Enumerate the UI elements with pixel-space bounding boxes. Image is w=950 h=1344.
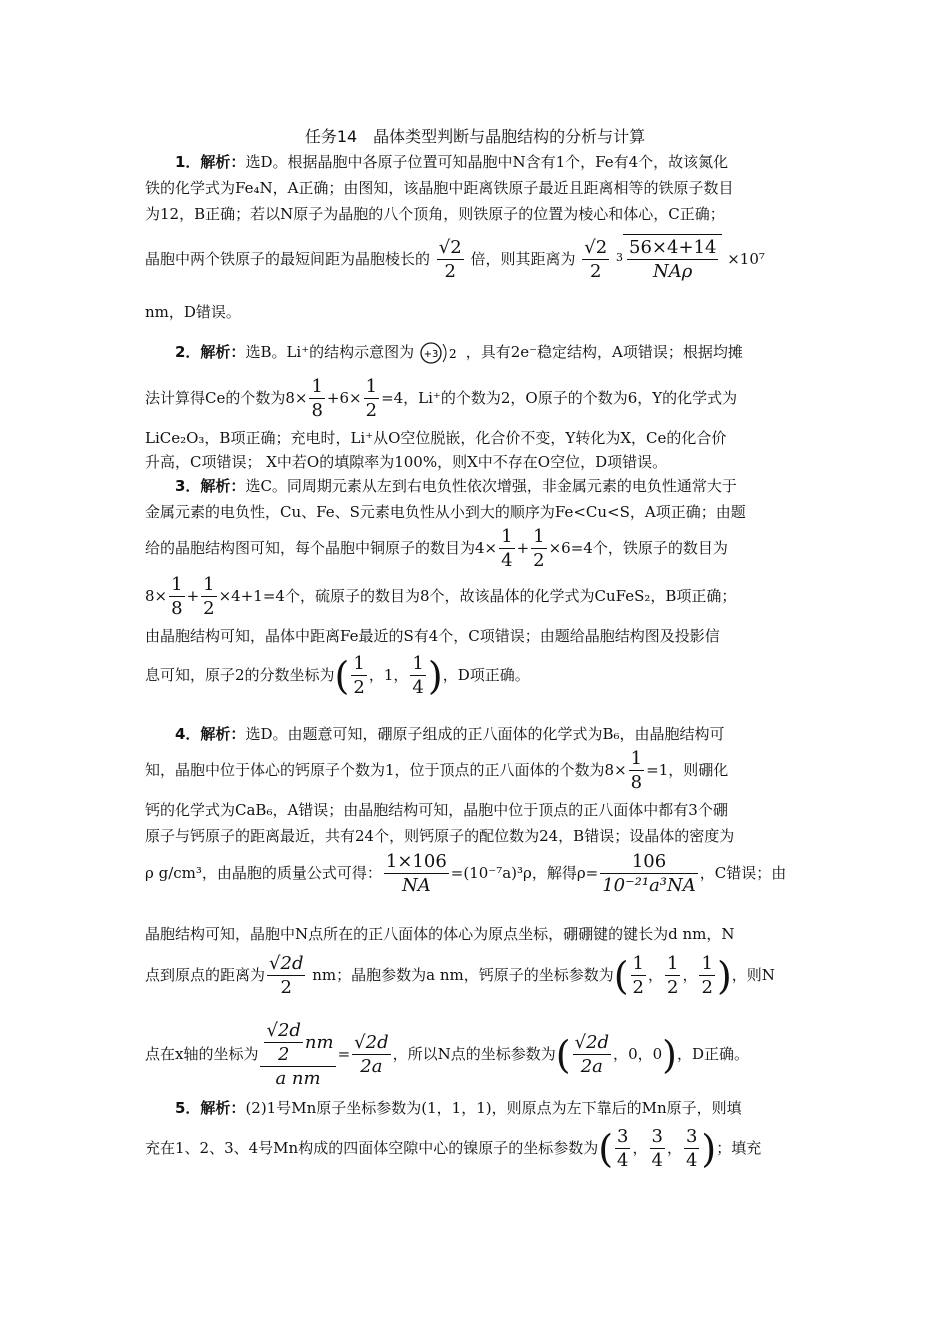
fraction: $\frac{1\times 106}{NA}$: [385, 851, 447, 896]
q4-line-4: 原子与钙原子的距离最近，共有24个，则钙原子的配位数为24，B错误；设晶体的密度为: [145, 827, 735, 845]
q5-line-1: 5．解析：(2)1号Mn原子坐标参数为(1，1，1)，则原点为左下靠后的Mn原子，则填: [175, 1099, 742, 1117]
fraction: $\frac{1}{2}$: [365, 376, 378, 421]
fraction: $\frac{1}{4}$: [501, 526, 513, 571]
q5-lead: 5．解析：: [175, 1099, 246, 1117]
fraction: $\frac{1}{8}$: [311, 376, 323, 421]
q4-line-1: 4．解析：选D。由题意可知，硼原子组成的正八面体的化学式为B₆，由晶胞结构可: [175, 725, 725, 743]
q1-line-5: nm，D错误。: [145, 303, 241, 321]
fraction: $\frac{√2}{2}$: [438, 237, 462, 282]
q3-line-4: 8× $\frac{1}{8}$ + $\frac{1}{2}$ ×4+1=4个，硫原子的数目为8个，故该晶体的化学式为CuFeS₂，B项正确；: [145, 574, 737, 619]
q4-line-7: 点到原点的距离为 $\frac{√2d}{2}$ nm；晶胞参数为a nm，钙原子的坐标参数为( $\frac{1}{2}$ ， $\frac{1}{2}$ ， $\frac{1}{2}$ )，则N: [145, 953, 775, 998]
q1-lead: 1．解析：: [175, 153, 246, 171]
q2-line-3: LiCe₂O₃，B项正确；充电时，Li⁺从O空位脱嵌，化合价不变，Y转化为X，Ce的化合价: [145, 429, 727, 447]
q2-line-2: 法计算得Ce的个数为8× $\frac{1}{8}$ +6× $\frac{1}{2}$ =4，Li⁺的个数为2，O原子的个数为6，Y的化学式为: [145, 376, 738, 421]
q4-lead: 4．解析：: [175, 725, 246, 743]
q1-line-2: 铁的化学式为Fe₄N，A正确；由图知，该晶胞中距离铁原子最近且距离相等的铁原子数目: [145, 179, 734, 197]
q3-line-5: 由晶胞结构可知，晶体中距离Fe最近的S有4个，C项错误；由题给晶胞结构图及投影信: [145, 627, 720, 645]
q1-line-4: 晶胞中两个铁原子的最短间距为晶胞棱长的 $\frac{√2}{2}$ 倍，则其距离为 $\frac{√2}{2}$ $^3$ $\frac{56\times 4+14}{\text{NAρ}}$ ×10⁷: [145, 234, 810, 283]
q2-lead: 2．解析：: [175, 343, 246, 361]
fraction: $\frac{1}{8}$: [630, 748, 643, 793]
fraction: $\frac{1}{8}$: [171, 574, 183, 619]
q2-line-1: 2．解析：选B。Li⁺的结构示意图为 +3 2 ，具有2e⁻稳定结构，A项错误；根据均摊: [175, 340, 810, 366]
fraction: $\frac{1}{2}$: [533, 526, 545, 571]
li-ion-structure-icon: [419, 340, 461, 366]
q4-line-3: 钙的化学式为CaB₆，A错误；由晶胞结构可知，晶胞中位于顶点的正八面体中都有3个硼: [145, 801, 728, 819]
svg-text:2: 2: [448, 347, 457, 361]
fraction: $\frac{1}{2}$: [203, 574, 215, 619]
q3-line-6: 息可知，原子2的分数坐标为( $\frac{1}{2}$ ，1， $\frac{1}{4}$ )，D项正确。: [145, 653, 530, 698]
q3-line-3: 给的晶胞结构图可知，每个晶胞中铜原子的数目为4× $\frac{1}{4}$ + $\frac{1}{2}$ ×6=4个，铁原子的数目为: [145, 526, 728, 571]
svg-text:+3: +3: [423, 349, 439, 360]
q3-line-1: 3．解析：选C。同周期元素从左到右电负性依次增强，非金属元素的电负性通常大于: [175, 477, 737, 495]
cube-root: $\frac{56\times 4+14}{\text{NAρ}}$: [623, 234, 722, 283]
q4-line-2: 知，晶胞中位于体心的钙原子个数为1，位于顶点的正八面体的个数为8× $\frac{1}{8}$ =1，则硼化: [145, 748, 729, 793]
q4-line-6: 晶胞结构可知，晶胞中N点所在的正八面体的体心为原点坐标，硼硼键的键长为d nm，N: [145, 925, 735, 943]
q1-line-3: 为12，B正确；若以N原子为晶胞的八个顶角，则铁原子的位置为棱心和体心，C正确；: [145, 205, 725, 223]
q2-line-4: 升高，C项错误； X中若O的填隙率为100%，则X中不存在O空位，D项错误。: [145, 453, 668, 471]
q1-line-1: 1．解析：选D。根据晶胞中各原子位置可知晶胞中N含有1个，Fe有4个，故该氮化: [175, 153, 729, 171]
fraction: $\frac{√2}{2}$: [584, 237, 608, 282]
q4-line-5: ρ g/cm³，由晶胞的质量公式可得： $\frac{1\times 106}{NA}$ =(10⁻⁷a)³ρ，解得ρ= $\frac{106}{\text{10⁻²¹a³NA}}$ ，C错误；由: [145, 851, 787, 896]
page-title: 任务14 晶体类型判断与晶胞结构的分析与计算: [304, 127, 646, 146]
q5-line-2: 充在1、2、3、4号Mn构成的四面体空隙中心的镍原子的坐标参数为( $\frac{3}{4}$ ， $\frac{3}{4}$ ， $\frac{3}{4}$ )；填充: [145, 1126, 762, 1171]
q3-line-2: 金属元素的电负性，Cu、Fe、S元素电负性从小到大的顺序为Fe<Cu<S，A项正确；由题: [145, 503, 746, 521]
q3-lead: 3．解析：: [175, 477, 246, 495]
fraction: $\frac{106}{\text{10⁻²¹a³NA}}$: [602, 851, 696, 896]
q4-line-8: 点在x轴的坐标为 $\frac{√2d}{2}$ nm a nm = $\frac{√2d}{2a}$ ，所以N点的坐标参数为( $\frac{√2d}{2a}$ ，0，0)，D正确。: [145, 1020, 750, 1089]
